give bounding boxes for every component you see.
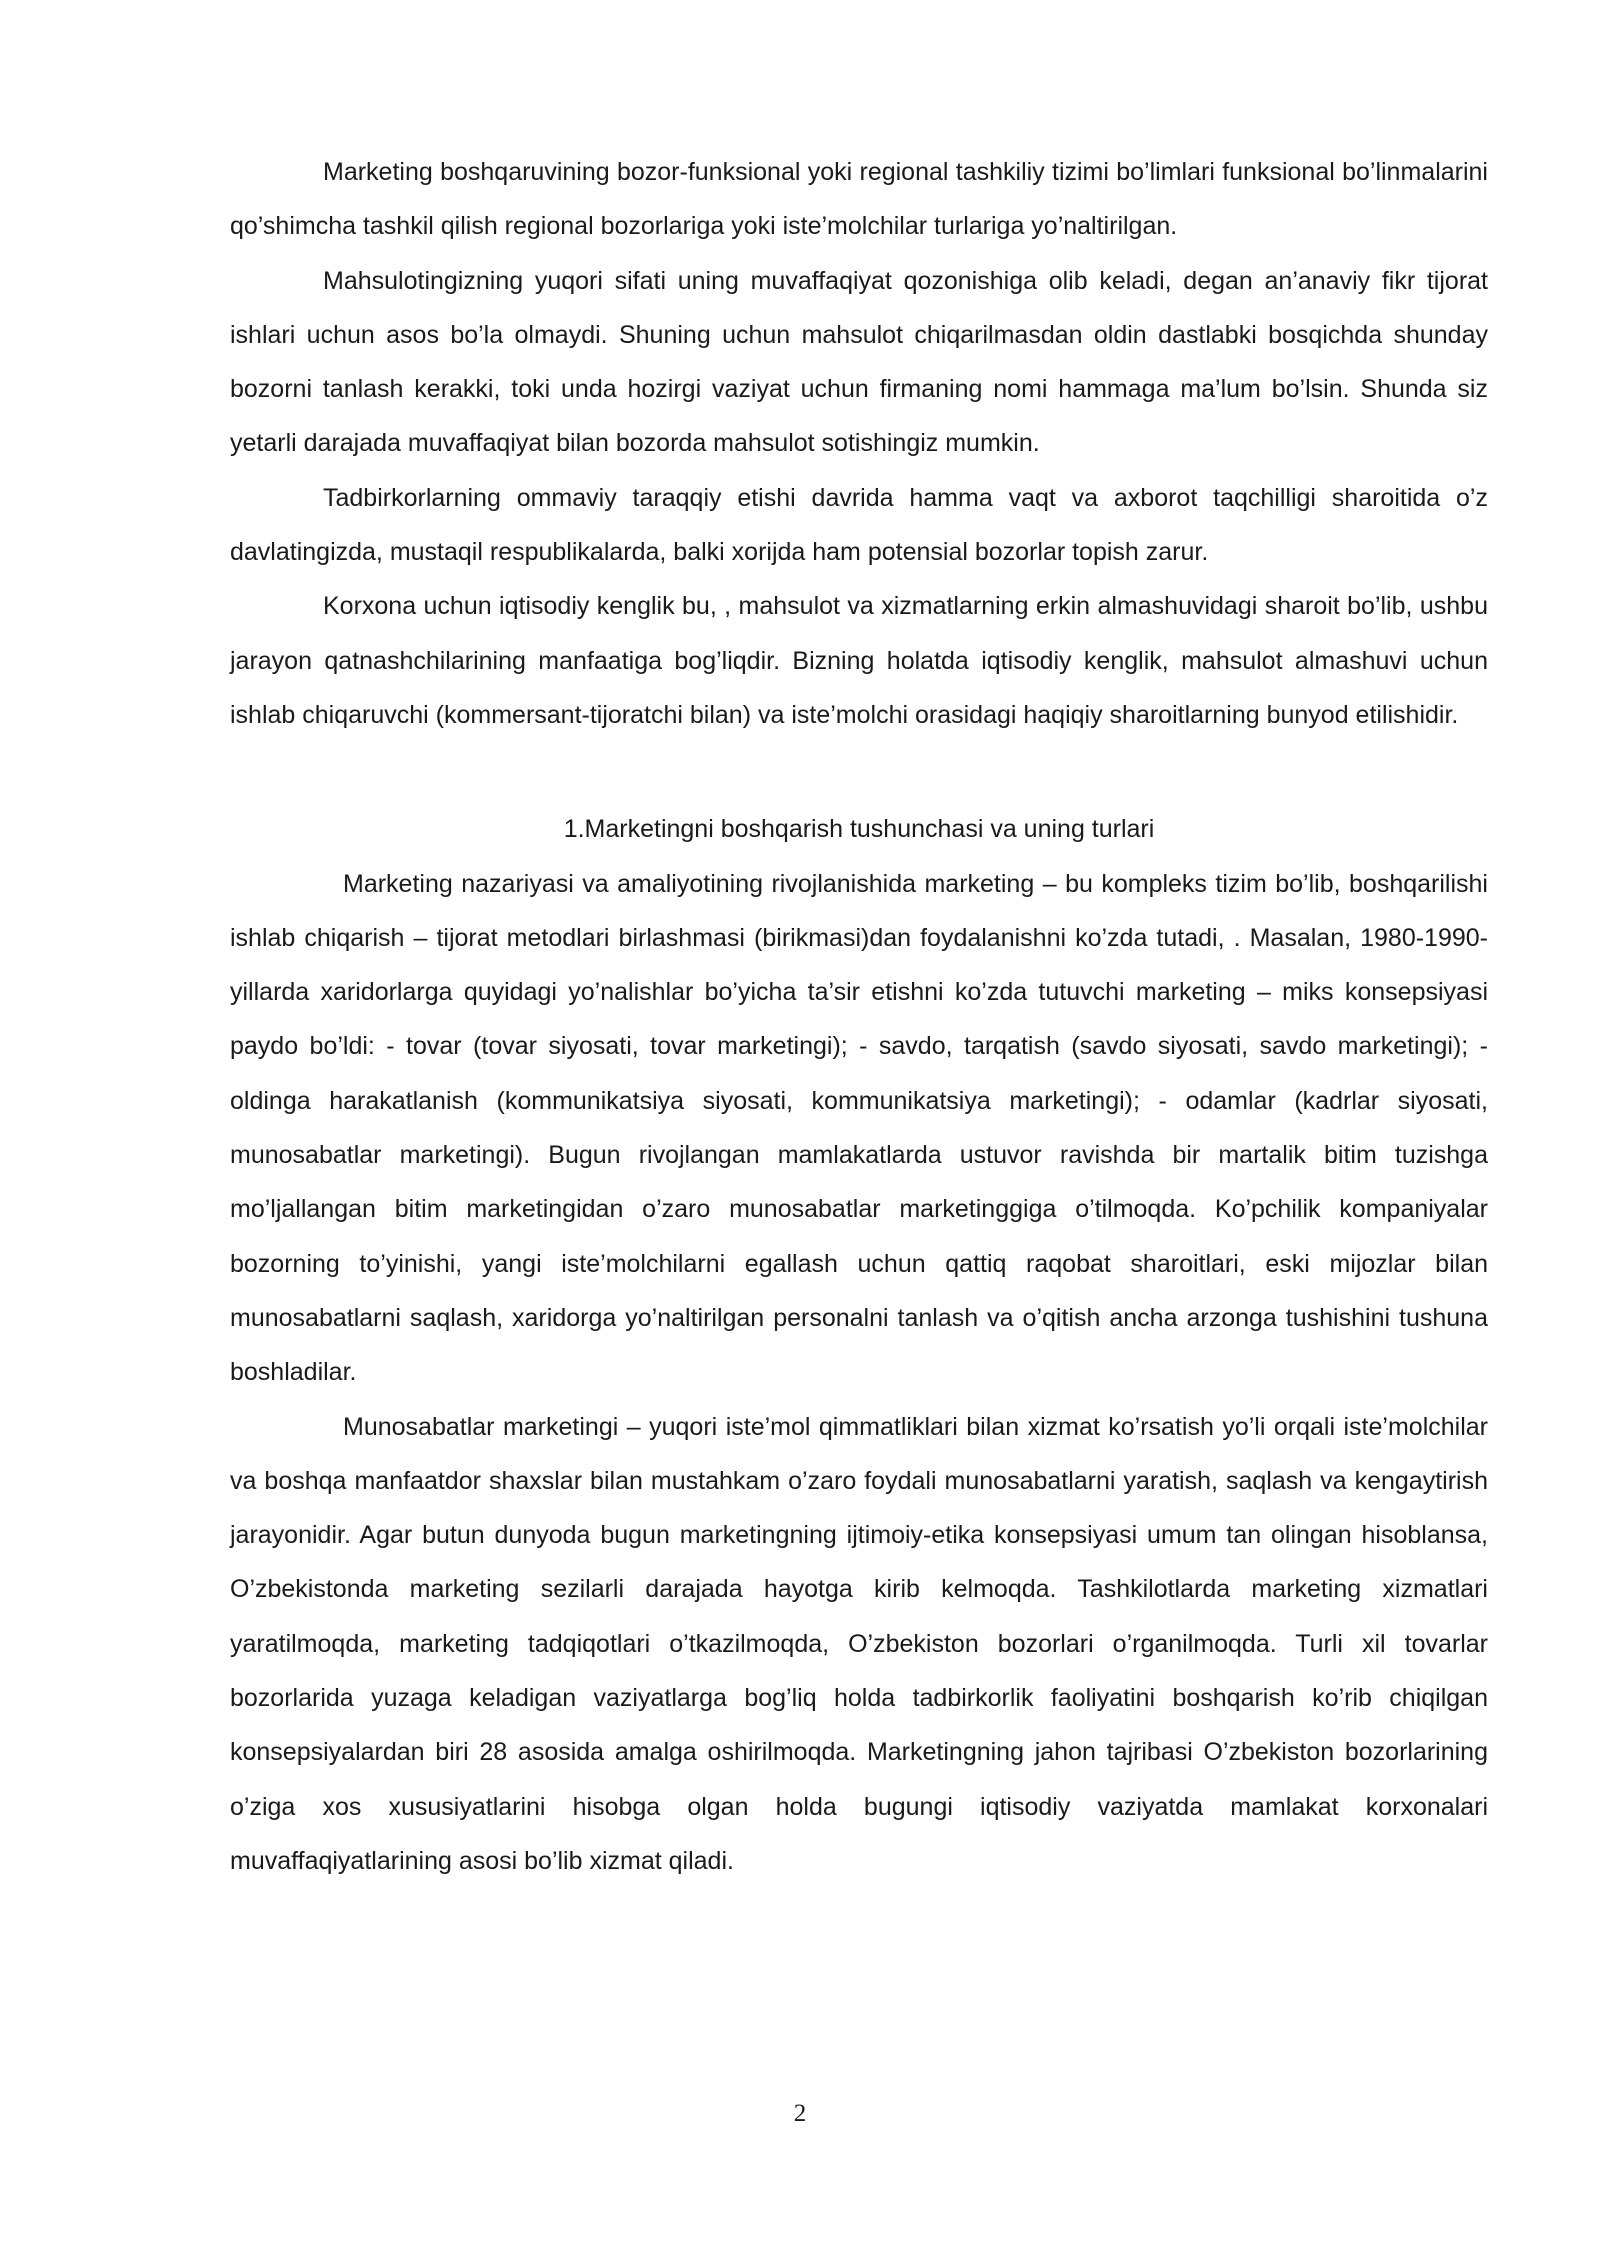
paragraph-product-quality: Mahsulotingizning yuqori sifati uning muvaffaqiyat qozonishiga olib keladi, degan an’anaviy fikr tijorat ishlari uchun asos bo’la olmaydi. Shuning uchun mahsulot chiqarilmasdan oldin dastlabki bosqichda shunday bozorni tanlash kerakki, toki unda hozirgi vaziyat uchun firmaning nomi hammaga ma’lum bo’lsin. Shunda siz yetarli darajada muvaffaqiyat bilan bozorda mahsulot sotishingiz mumkin.	[230, 266, 1488, 458]
paragraph-potential-markets: Tadbirkorlarning ommaviy taraqqiy etishi davrida hamma vaqt va axborot taqchilligi sharoitida o’z davlatingizda, mustaqil respublikalarda, balki xorijda ham potensial bozorlar topish zarur.	[230, 483, 1488, 567]
section-heading: 1.Marketingni boshqarish tushunchasi va uning turlari	[563, 815, 1155, 844]
page-content	[230, 145, 1488, 1888]
paragraph-economic-space: Korxona uchun iqtisodiy kenglik bu, , mahsulot va xizmatlarning erkin almashuvidagi sharoit bo’lib, ushbu jarayon qatnashchilarining manfaatiga bog’liqdir. Bizning holatda iqtisodiy kenglik, mahsulot almashuvi uchun ishlab chiqaruvchi (kommersant-tijoratchi bilan) va iste’molchi orasidagi haqiqiy sharoitlarning bunyod etilishidir.	[230, 592, 1488, 729]
page-number: 2	[793, 2100, 807, 2127]
paragraph-regional-structure: Marketing boshqaruvining bozor-funksional yoki regional tashkiliy tizimi bo’limlari funksional bo’linmalarini qo’shimcha tashkil qilish regional bozorlariga yoki iste’molchilar turlariga yo’naltirilgan.	[230, 158, 1488, 241]
paragraph-relationship-marketing: Munosabatlar marketingi – yuqori iste’mol qimmatliklari bilan xizmat ko’rsatish yo’li orqali iste’molchilar va boshqa manfaatdor shaxslar bilan mustahkam o’zaro foydali munosabatlarni yaratish, saqlash va kengaytirish jarayonidir. Agar butun dunyoda bugun marketingning ijtimoiy-etika konsepsiyasi umum tan olingan hisoblansa, O’zbekistonda marketing sezilarli darajada hayotga kirib kelmoqda. Tashkilotlarda marketing xizmatlari yaratilmoqda, marketing tadqiqotlari o’tkazilmoqda, O’zbekiston bozorlari o’rganilmoqda. Turli xil tovarlar bozorlarida yuzaga keladigan vaziyatlarga bog’liq holda tadbirkorlik faoliyatini boshqarish ko’rib chiqilgan konsepsiyalardan biri 28 asosida amalga oshirilmoqda. Marketingning jahon tajribasi O’zbekiston bozorlarining o’ziga xos xususiyatlarini hisobga olgan holda bugungi iqtisodiy vaziyatda mamlakat korxonalari muvaffaqiyatlarining asosi bo’lib xizmat qiladi.	[230, 1412, 1488, 1875]
paragraph-marketing-theory: Marketing nazariyasi va amaliyotining rivojlanishida marketing – bu kompleks tizim bo’lib, boshqarilishi ishlab chiqarish – tijorat metodlari birlashmasi (birikmasi)dan foydalanishni ko’zda tutadi, . Masalan, 1980-1990-yillarda xaridorlarga quyidagi yo’nalishlar bo’yicha ta’sir etishni ko’zda tutuvchi marketing – miks konsepsiyasi paydo bo’ldi: - tovar (tovar siyosati, tovar marketingi); - savdo, tarqatish (savdo siyosati, savdo marketingi); - oldinga harakatlanish (kommunikatsiya siyosati, kommunikatsiya marketingi); - odamlar (kadrlar siyosati, munosabatlar marketingi). Bugun rivojlangan mamlakatlarda ustuvor ravishda bir martalik bitim tuzishga mo’ljallangan bitim marketingidan o’zaro munosabatlar marketinggiga o’tilmoqda. Ko’pchilik kompaniyalar bozorning to’yinishi, yangi iste’molchilarni egallash uchun qattiq raqobat sharoitlari, eski mijozlar bilan munosabatlarni saqlash, xaridorga yo’naltirilgan personalni tanlash va o’qitish ancha arzonga tushishini tushuna boshladilar.	[230, 869, 1488, 1387]
